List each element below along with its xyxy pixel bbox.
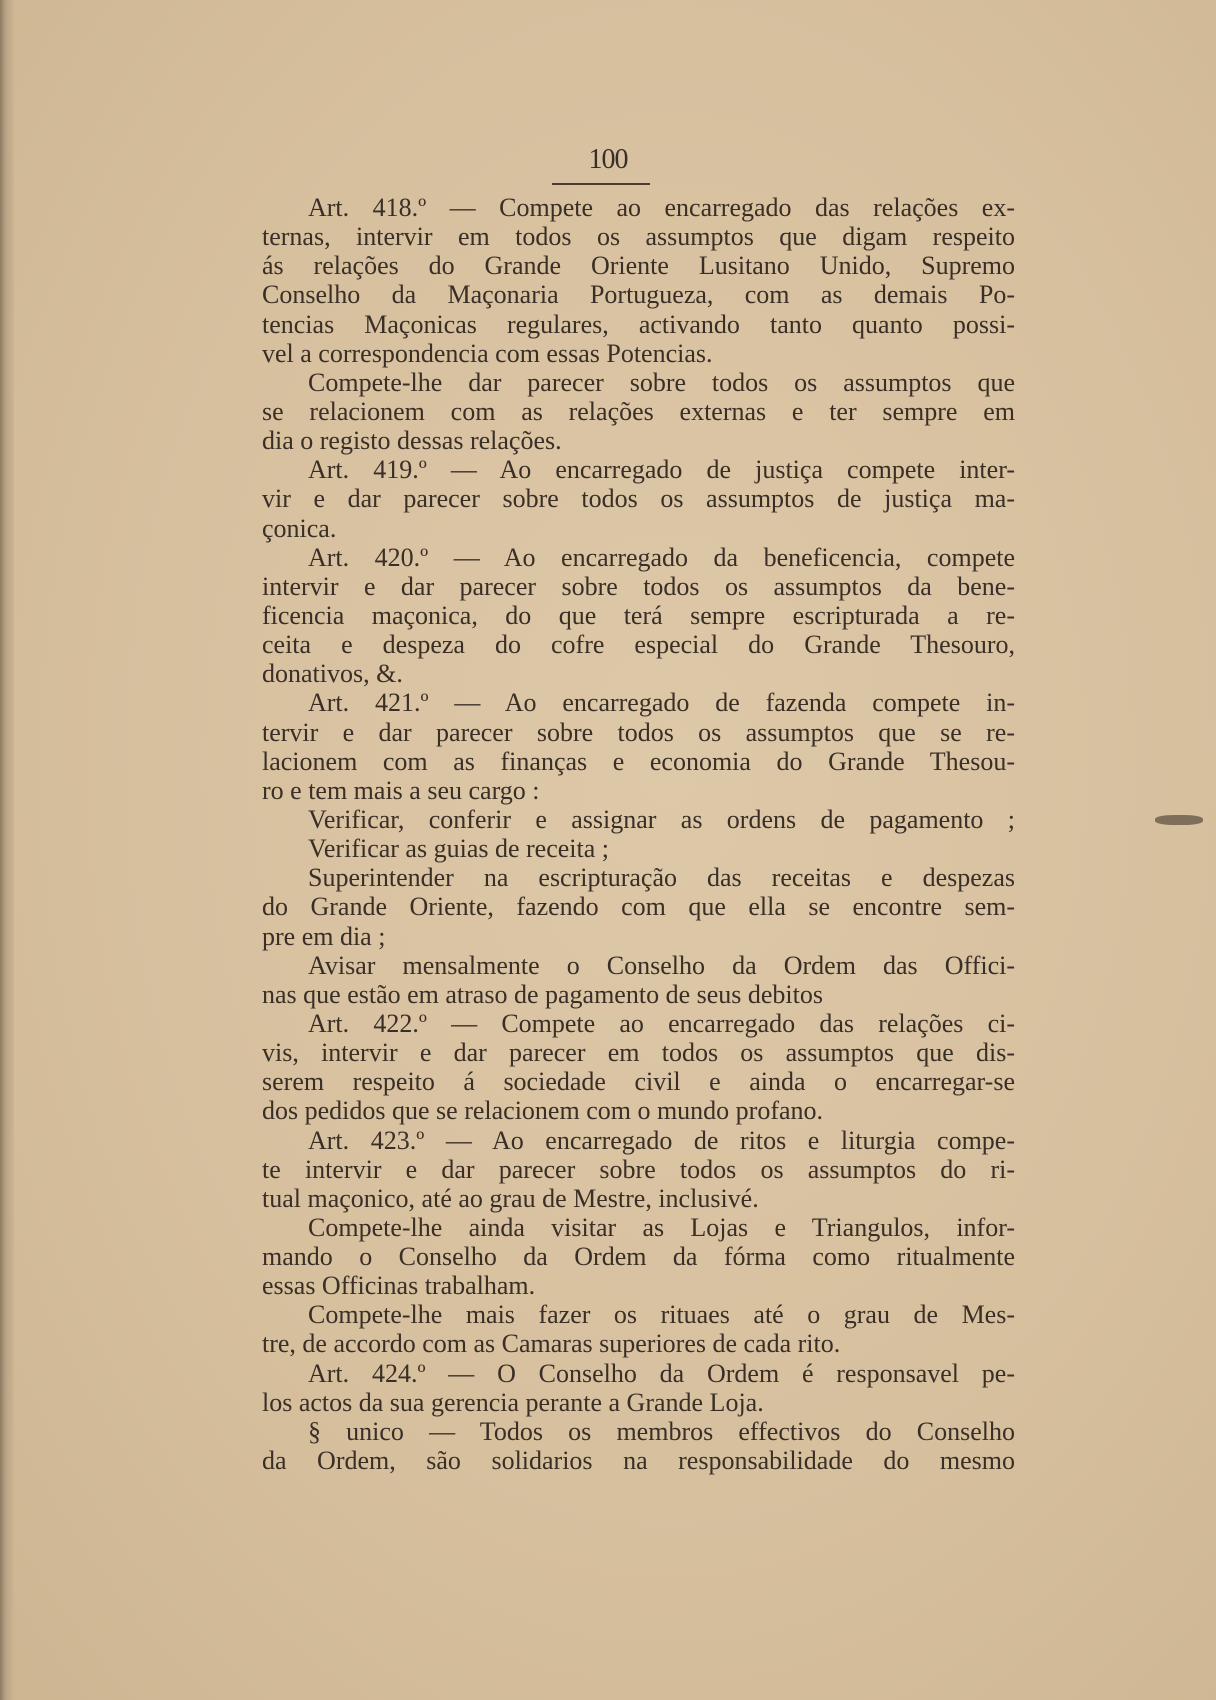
text-line: Verificar as guias de receita ; [308, 834, 610, 864]
text-line: da Ordem, são solidarios na responsabilidade do mesmo [262, 1446, 1015, 1476]
text-line: tencias Maçonicas regulares, activando tanto quanto possi- [262, 309, 1015, 339]
ink-stain [1155, 815, 1203, 825]
paragraph [262, 1417, 1015, 1475]
text-line: ternas, intervir em todos os assumptos que digam respeito [262, 222, 1015, 252]
paragraph [262, 834, 1015, 863]
paragraph [262, 368, 1015, 455]
paragraph [262, 193, 1015, 368]
text-line: intervir e dar parecer sobre todos os assumptos da bene- [262, 571, 1015, 601]
text-line: vis, intervir e dar parecer em todos os assumptos que dis- [262, 1038, 1015, 1068]
text-line: Compete-lhe dar parecer sobre todos os assumptos que [308, 367, 1015, 397]
text-line: Avisar mensalmente o Conselho da Ordem das Offici- [308, 950, 1015, 980]
body-text [262, 193, 1015, 1475]
book-binding-edge [0, 0, 14, 1700]
text-line: Art. 423.º — Ao encarregado de ritos e liturgia compe- [308, 1125, 1015, 1155]
text-line: vel a correspondencia com essas Potencias. [262, 338, 713, 368]
text-line: Superintender na escripturação das receitas e despezas [308, 863, 1015, 893]
page-number: 100 [588, 144, 628, 175]
text-line: Verificar, conferir e assignar as ordens de pagamento ; [308, 804, 1015, 834]
text-line: te intervir e dar parecer sobre todos os assumptos do ri- [262, 1154, 1015, 1184]
text-line: Compete-lhe ainda visitar as Lojas e Triangulos, infor- [308, 1212, 1015, 1242]
paragraph [262, 951, 1015, 1009]
text-line: Compete-lhe mais fazer os rituaes até o grau de Mes- [308, 1300, 1015, 1330]
paragraph [262, 1126, 1015, 1213]
text-line: lacionem com as finanças e economia do Grande Thesou- [262, 746, 1015, 776]
paragraph [262, 688, 1015, 805]
text-line: § unico — Todos os membros effectivos do Conselho [308, 1416, 1015, 1446]
text-line: Art. 420.º — Ao encarregado da beneficencia, compete [308, 542, 1015, 572]
text-line: los actos da sua gerencia perante a Grande Loja. [262, 1387, 764, 1417]
text-line: ficencia maçonica, do que terá sempre escripturada a re- [262, 600, 1015, 630]
text-line: Art. 419.º — Ao encarregado de justiça compete inter- [308, 455, 1015, 485]
text-line: tervir e dar parecer sobre todos os assumptos que se re- [262, 717, 1015, 747]
text-line: ceita e despeza do cofre especial do Grande Thesouro, [262, 630, 1015, 660]
text-line: pre em dia ; [262, 921, 386, 951]
text-line: Art. 424.º — O Conselho da Ordem é responsavel pe- [308, 1358, 1015, 1388]
text-line: tual maçonico, até ao grau de Mestre, inclusivé. [262, 1183, 759, 1213]
paragraph [262, 1009, 1015, 1126]
paragraph [262, 1300, 1015, 1358]
paragraph [262, 543, 1015, 689]
text-line: do Grande Oriente, fazendo com que ella se encontre sem- [262, 892, 1015, 922]
text-line: essas Officinas trabalham. [262, 1271, 536, 1301]
text-line: Conselho da Maçonaria Portugueza, com as demais Po- [262, 280, 1015, 310]
text-line: çonica. [262, 513, 337, 543]
text-line: vir e dar parecer sobre todos os assumptos de justiça ma- [262, 484, 1015, 514]
text-line: se relacionem com as relações externas e ter sempre em [262, 396, 1015, 426]
text-line: dia o registo dessas relações. [262, 426, 562, 456]
text-line: donativos, &. [262, 659, 403, 689]
paragraph [262, 805, 1015, 834]
paragraph [262, 863, 1015, 950]
text-line: tre, de accordo com as Camaras superiores de cada rito. [262, 1329, 841, 1359]
page-number-rule [552, 183, 650, 185]
text-line: Art. 422.º — Compete ao encarregado das relações ci- [308, 1008, 1015, 1038]
text-line: ro e tem mais a seu cargo : [262, 775, 540, 805]
text-line: Art. 421.º — Ao encarregado de fazenda compete in- [308, 688, 1015, 718]
text-line: serem respeito á sociedade civil e ainda o encarregar-se [262, 1067, 1015, 1097]
paragraph [262, 1359, 1015, 1417]
paragraph [262, 455, 1015, 542]
text-line: nas que estão em atraso de pagamento de seus debitos [262, 979, 823, 1009]
paragraph [262, 1213, 1015, 1300]
text-line: ás relações do Grande Oriente Lusitano Unido, Supremo [262, 251, 1015, 281]
text-line: Art. 418.º — Compete ao encarregado das relações ex- [308, 193, 1015, 222]
text-line: dos pedidos que se relacionem com o mundo profano. [262, 1096, 824, 1126]
text-line: mando o Conselho da Ordem da fórma como ritualmente [262, 1242, 1015, 1272]
